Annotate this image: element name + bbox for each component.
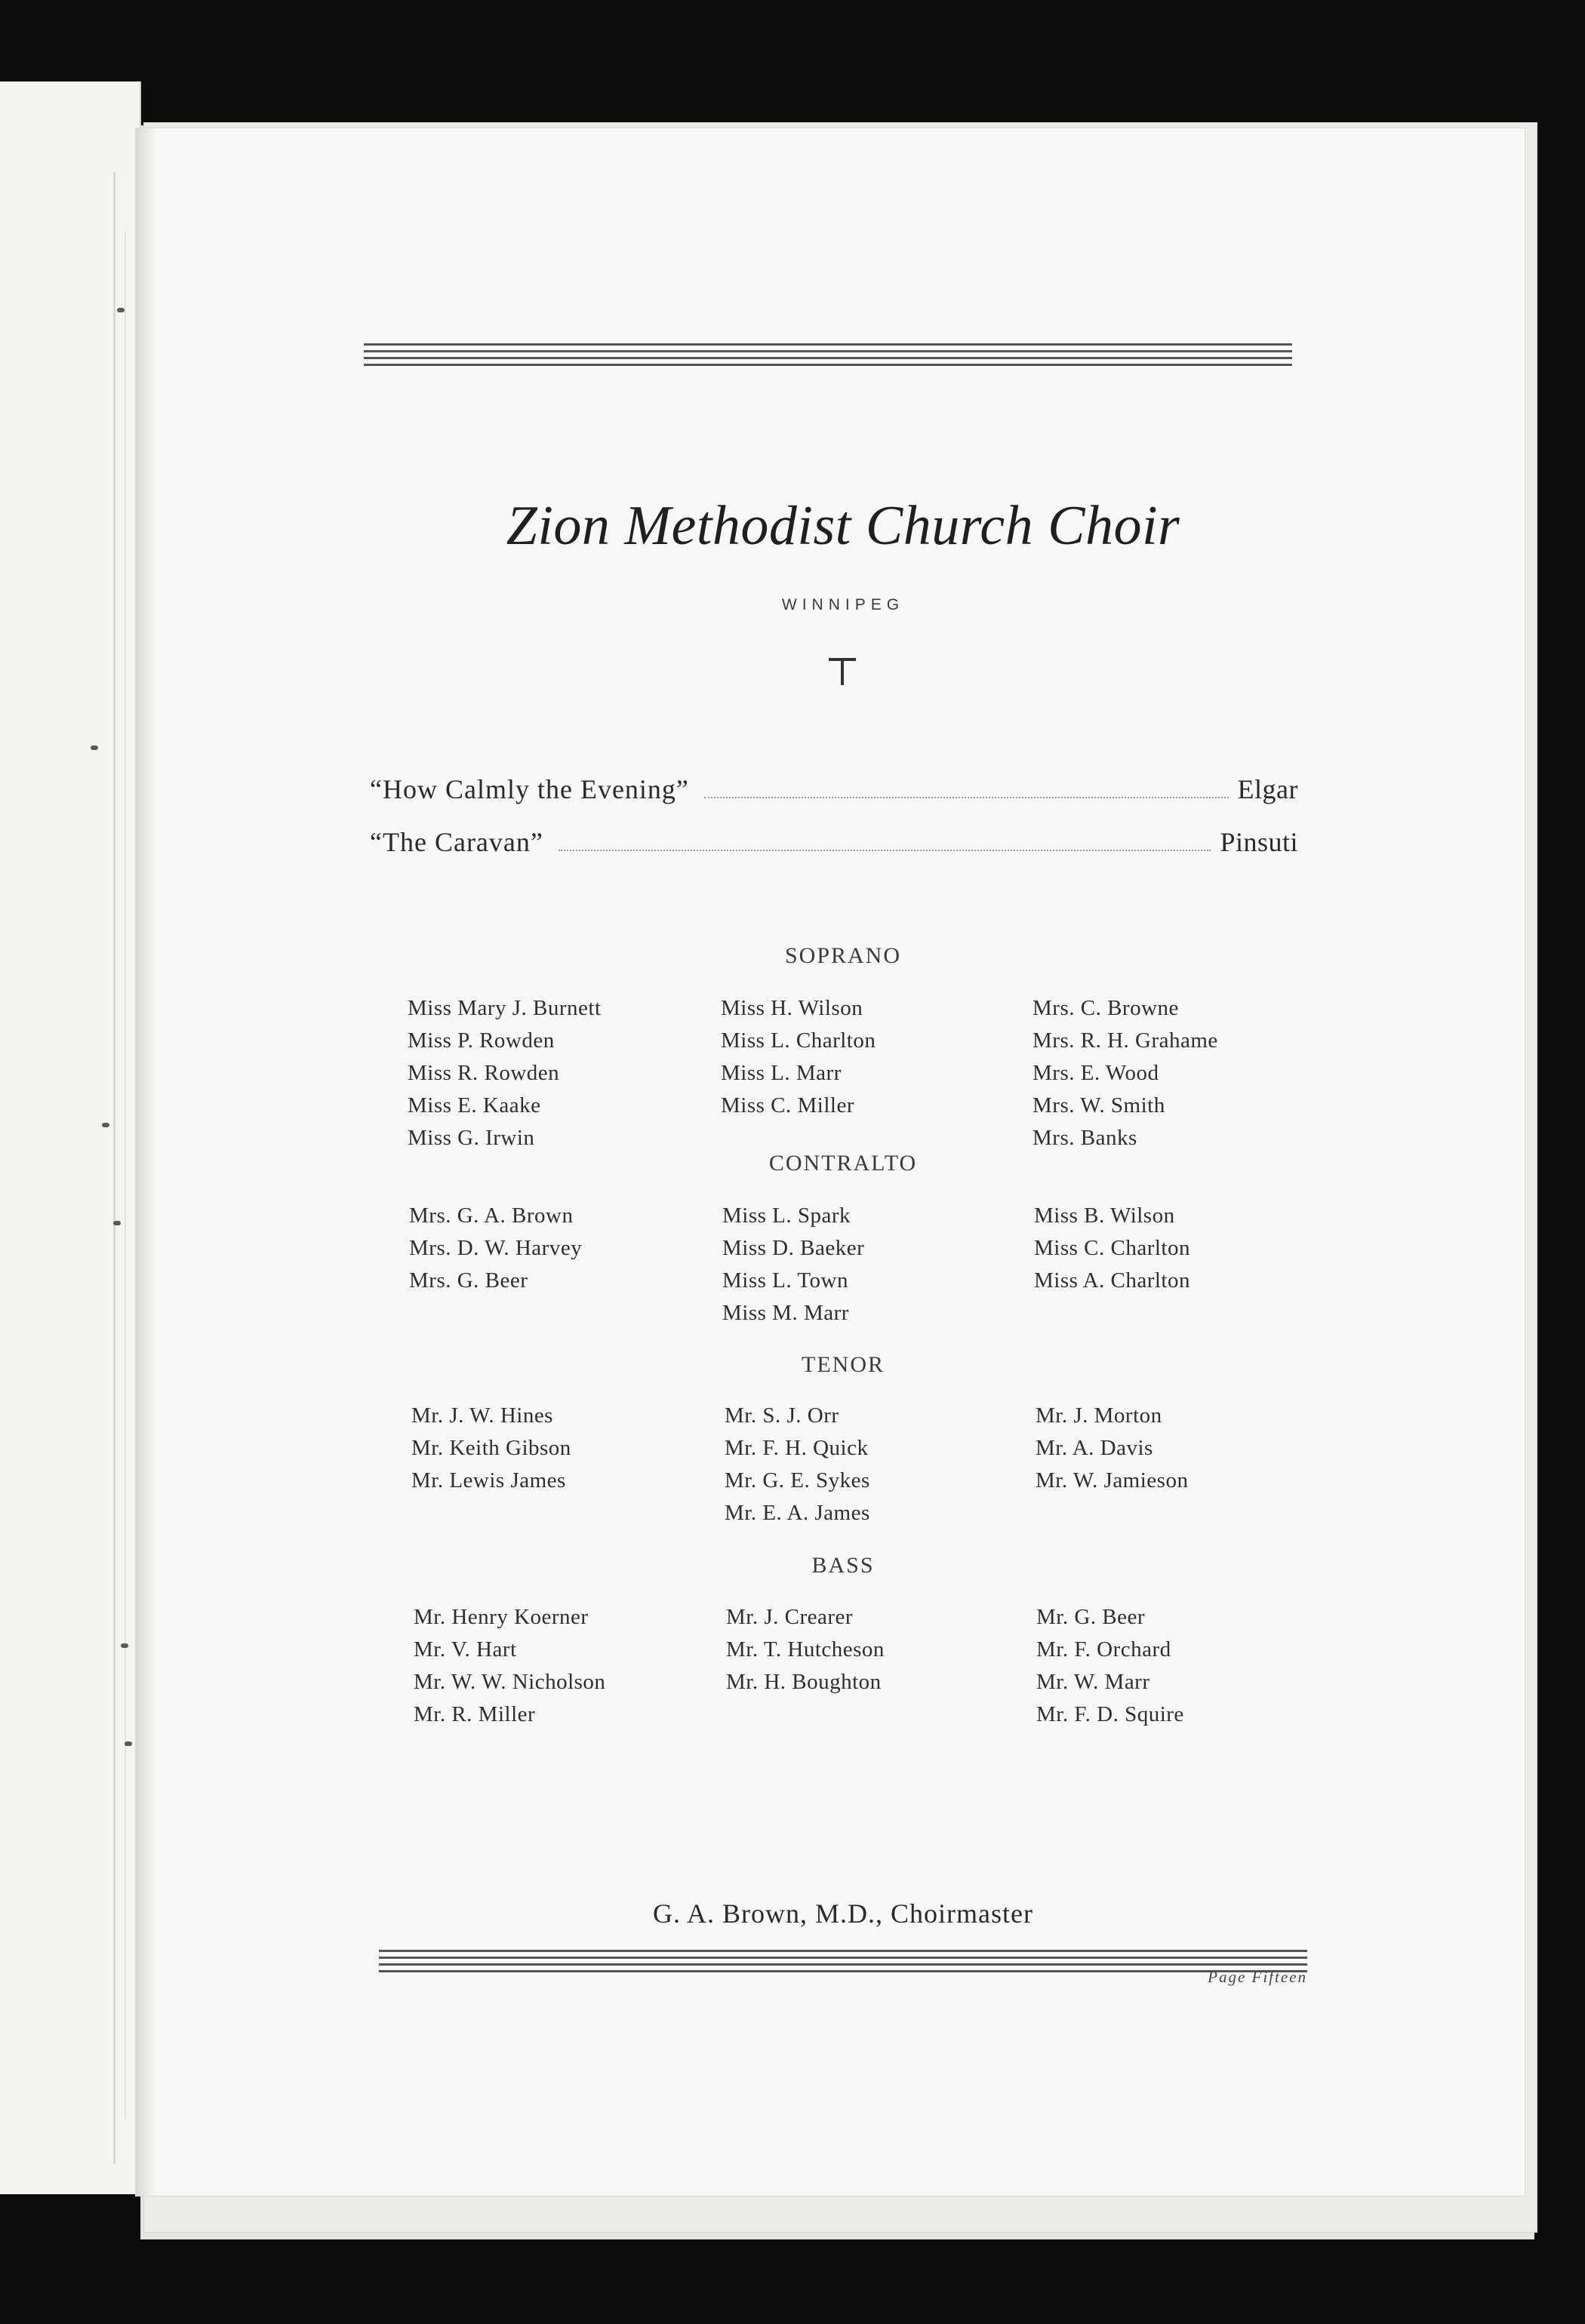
member-name: Mr. R. Miller bbox=[414, 1702, 536, 1726]
member-name: Miss L. Spark bbox=[722, 1204, 851, 1228]
member-name: Mr. A. Davis bbox=[1036, 1436, 1153, 1460]
member-name: Mr. J. W. Hines bbox=[411, 1403, 553, 1428]
member-name: Miss C. Miller bbox=[721, 1093, 854, 1117]
tenor-column-3 bbox=[1036, 1400, 1188, 1497]
soprano-column-1 bbox=[408, 992, 602, 1154]
dot-leader bbox=[559, 850, 1211, 851]
piece-title: “The Caravan” bbox=[370, 827, 543, 857]
member-name: Mr. S. J. Orr bbox=[725, 1403, 839, 1428]
section-heading-bass: BASS bbox=[811, 1553, 875, 1578]
program-list bbox=[370, 773, 1298, 879]
composer-name: Elgar bbox=[1237, 774, 1298, 804]
ink-mark bbox=[102, 1123, 109, 1127]
member-name: Miss L. Charlton bbox=[721, 1028, 876, 1053]
member-name: Mr. Henry Koerner bbox=[414, 1605, 589, 1629]
member-name: Miss M. Marr bbox=[722, 1301, 849, 1325]
member-name: Miss B. Wilson bbox=[1034, 1204, 1175, 1228]
member-name: Miss A. Charlton bbox=[1034, 1268, 1190, 1293]
member-name: Miss R. Rowden bbox=[408, 1061, 560, 1085]
dot-leader bbox=[704, 797, 1229, 798]
member-name: Mr. E. A. James bbox=[725, 1501, 870, 1525]
member-name: Mrs. G. Beer bbox=[409, 1268, 528, 1293]
choirmaster-credit: G. A. Brown, M.D., Choirmaster bbox=[653, 1898, 1033, 1929]
member-name: Mr. G. E. Sykes bbox=[725, 1468, 870, 1492]
page-subtitle: WINNIPEG bbox=[781, 596, 905, 613]
member-name: Miss P. Rowden bbox=[408, 1028, 555, 1053]
member-name: Mrs. C. Browne bbox=[1033, 996, 1179, 1020]
tenor-column-2 bbox=[725, 1400, 870, 1529]
member-name: Miss G. Irwin bbox=[408, 1126, 535, 1150]
member-name: Mr. G. Beer bbox=[1036, 1605, 1146, 1629]
member-name: Mrs. R. H. Grahame bbox=[1033, 1028, 1218, 1053]
program-item bbox=[370, 826, 1298, 879]
member-name: Mr. W. Jamieson bbox=[1036, 1468, 1189, 1492]
contralto-column-3 bbox=[1034, 1200, 1190, 1297]
soprano-column-3 bbox=[1033, 992, 1218, 1154]
piece-title: “How Calmly the Evening” bbox=[370, 774, 689, 804]
member-name: Mr. W. W. Nicholson bbox=[414, 1670, 606, 1694]
contralto-column-1 bbox=[409, 1200, 582, 1297]
member-name: Mrs. G. A. Brown bbox=[409, 1204, 574, 1228]
ink-mark bbox=[113, 1221, 121, 1225]
page-number: Page Fifteen bbox=[1208, 1968, 1307, 1986]
member-name: Mr. W. Marr bbox=[1036, 1670, 1150, 1694]
member-name: Mr. F. D. Squire bbox=[1036, 1702, 1184, 1726]
member-name: Mrs. D. W. Harvey bbox=[409, 1236, 583, 1260]
bass-column-1 bbox=[414, 1601, 605, 1731]
member-name: Mr. F. Orchard bbox=[1036, 1637, 1171, 1662]
ink-mark bbox=[91, 745, 98, 750]
member-name: Mr. J. Morton bbox=[1036, 1403, 1162, 1428]
member-name: Mr. T. Hutcheson bbox=[726, 1637, 885, 1662]
section-heading-tenor: TENOR bbox=[802, 1352, 885, 1377]
member-name: Miss C. Charlton bbox=[1034, 1236, 1190, 1260]
tenor-column-1 bbox=[411, 1400, 571, 1497]
bottom-rule bbox=[379, 1950, 1307, 1972]
member-name: Mrs. W. Smith bbox=[1033, 1093, 1165, 1117]
member-name: Mr. H. Boughton bbox=[726, 1670, 882, 1694]
page-spine bbox=[136, 128, 158, 2196]
page-fold bbox=[113, 172, 115, 2164]
section-heading-soprano: SOPRANO bbox=[784, 943, 902, 968]
program-item bbox=[370, 773, 1298, 826]
page-title: Zion Methodist Church Choir bbox=[506, 495, 1180, 557]
member-name: Mr. F. H. Quick bbox=[725, 1436, 869, 1460]
left-page-edge bbox=[0, 81, 141, 2194]
member-name: Mr. V. Hart bbox=[414, 1637, 517, 1662]
member-name: Mrs. Banks bbox=[1033, 1126, 1137, 1150]
ink-mark bbox=[117, 308, 125, 312]
soprano-column-2 bbox=[721, 992, 876, 1122]
member-name: Miss H. Wilson bbox=[721, 996, 863, 1020]
member-name: Mr. Lewis James bbox=[411, 1468, 566, 1492]
program-page bbox=[136, 128, 1525, 2196]
contralto-column-2 bbox=[722, 1200, 864, 1330]
composer-name: Pinsuti bbox=[1220, 827, 1298, 857]
page-fold bbox=[125, 232, 126, 2119]
member-name: Miss D. Baeker bbox=[722, 1236, 865, 1260]
member-name: Mrs. E. Wood bbox=[1033, 1061, 1159, 1085]
member-name: Mr. J. Crearer bbox=[726, 1605, 854, 1629]
bass-column-3 bbox=[1036, 1601, 1184, 1731]
member-name: Mr. Keith Gibson bbox=[411, 1436, 571, 1460]
bass-column-2 bbox=[726, 1601, 885, 1698]
ink-mark bbox=[125, 1741, 132, 1746]
section-heading-contralto: CONTRALTO bbox=[768, 1151, 918, 1176]
member-name: Miss E. Kaake bbox=[408, 1093, 541, 1117]
member-name: Miss L. Marr bbox=[721, 1061, 842, 1085]
ink-mark bbox=[121, 1643, 128, 1648]
top-rule bbox=[364, 343, 1292, 366]
member-name: Miss L. Town bbox=[722, 1268, 848, 1293]
member-name: Miss Mary J. Burnett bbox=[408, 996, 602, 1020]
